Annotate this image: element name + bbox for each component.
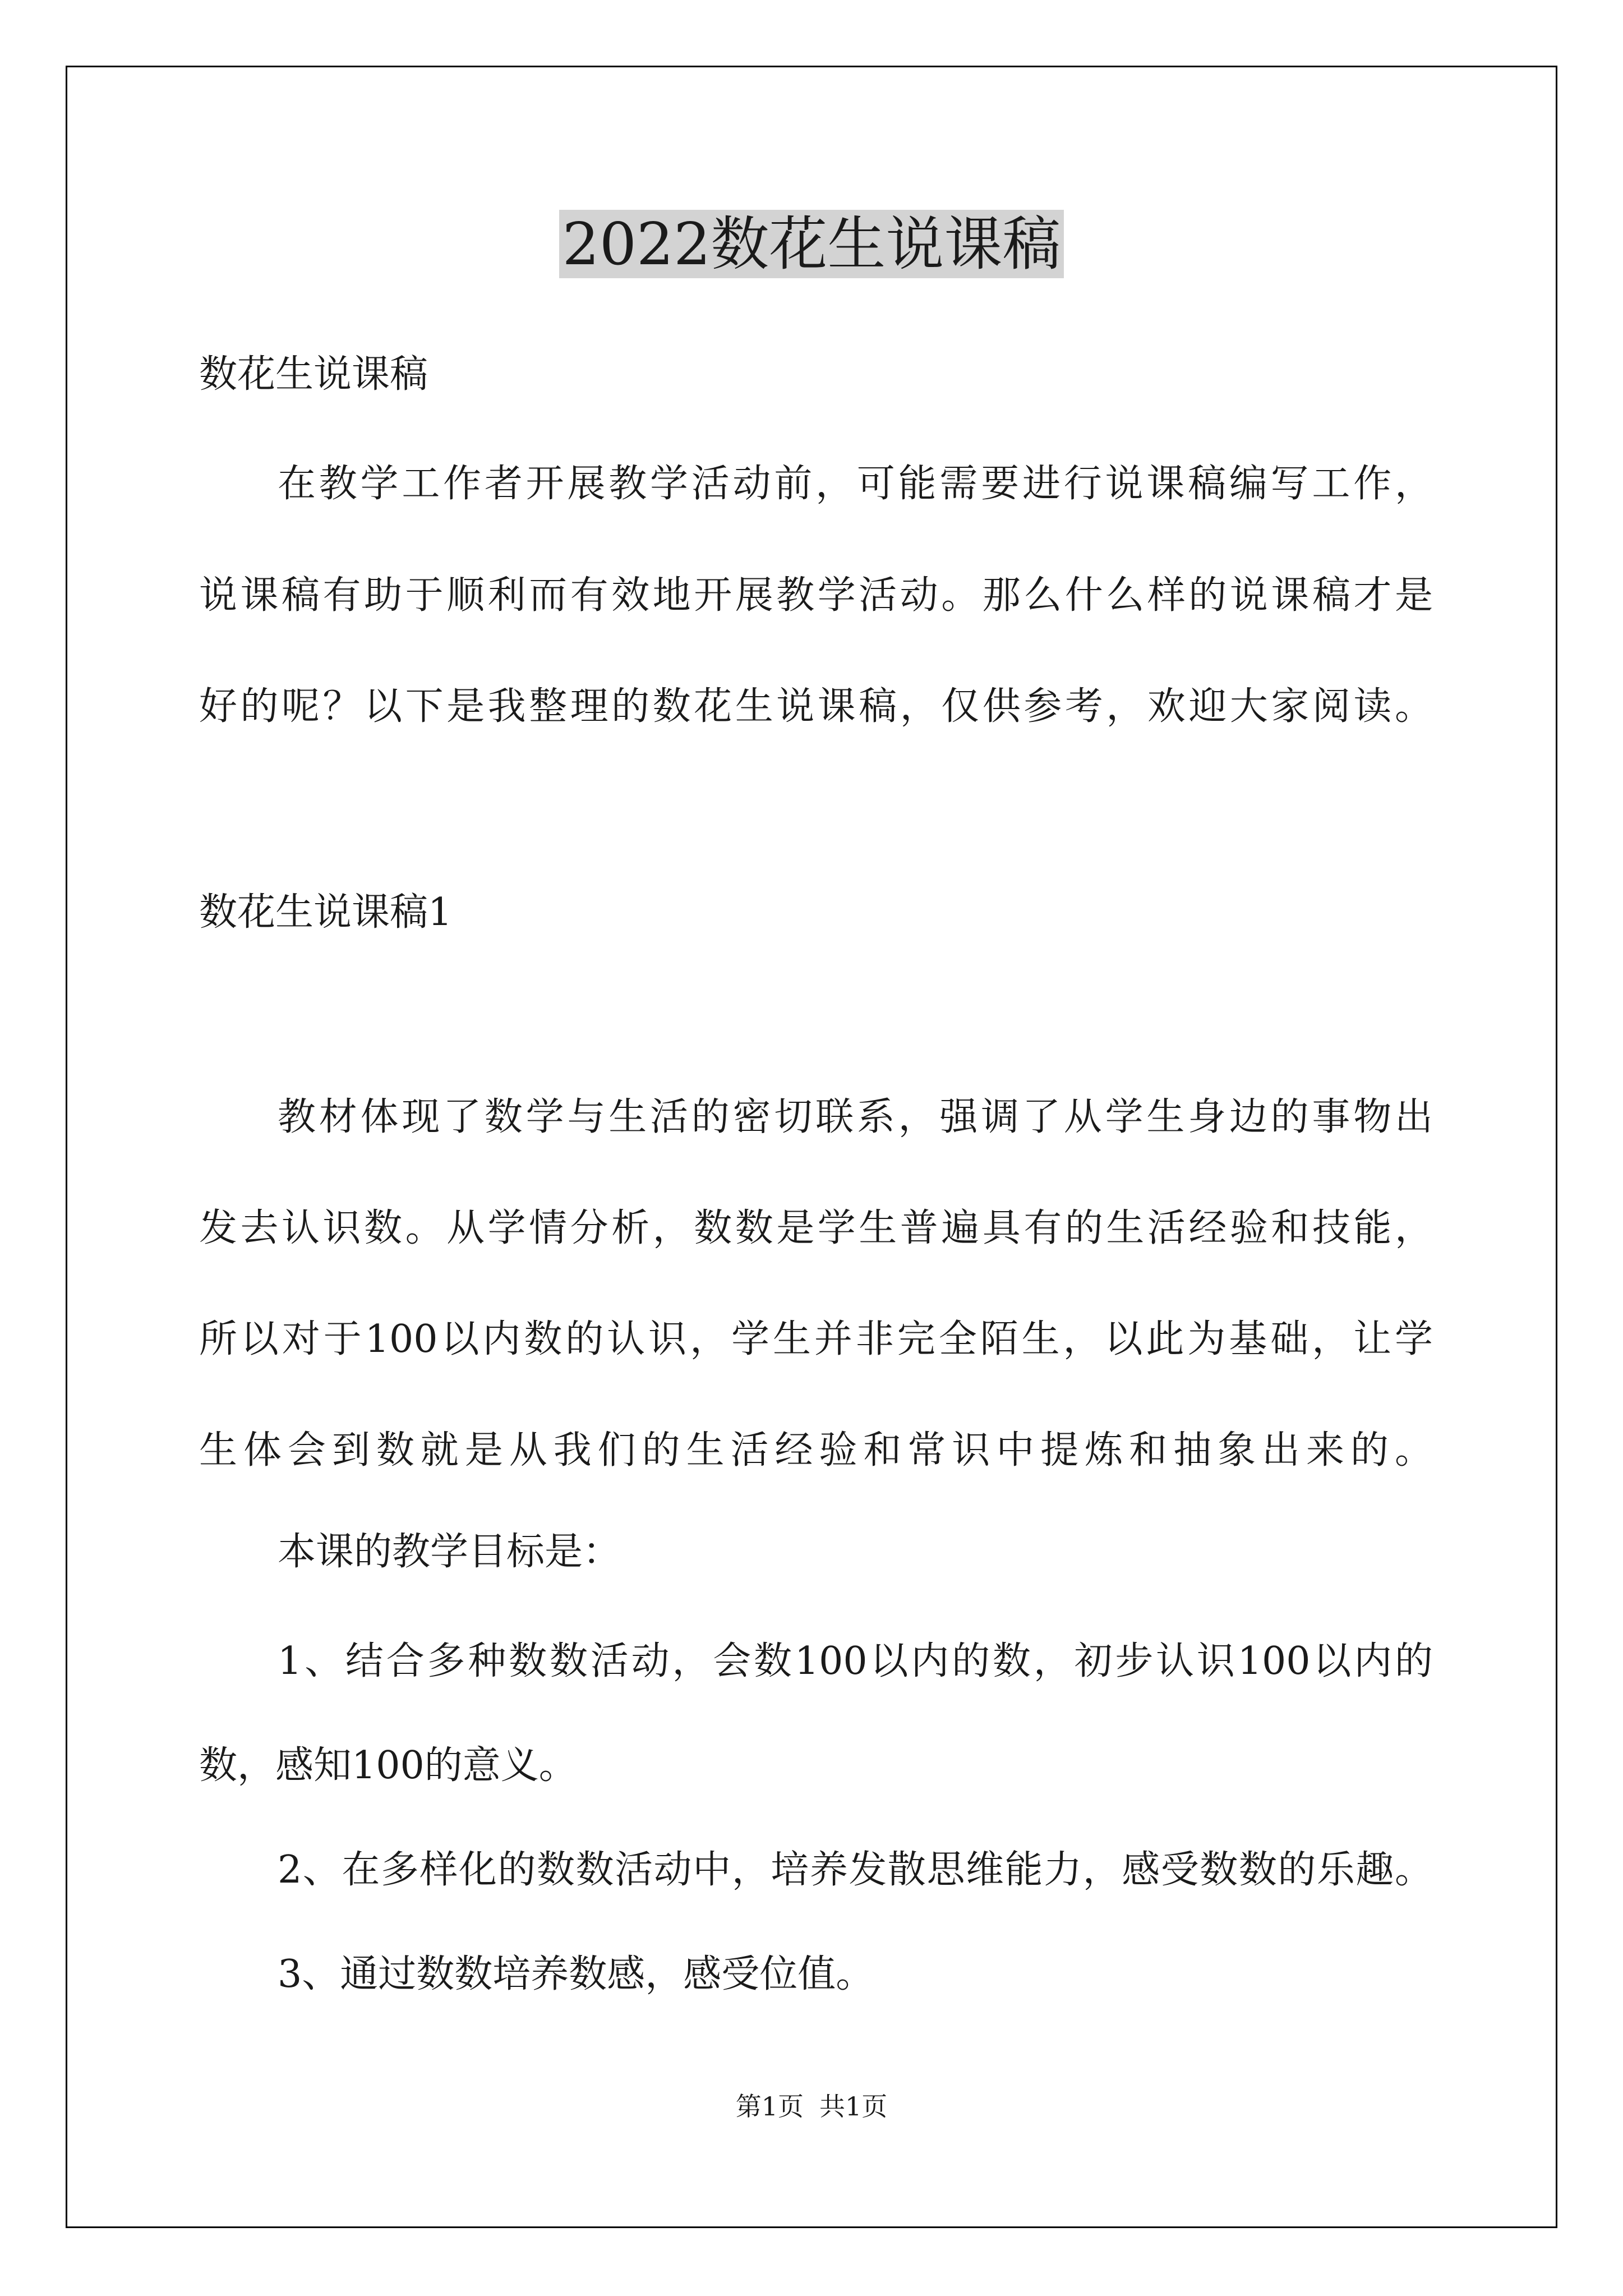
- page-number: 第1页: [735, 2091, 804, 2122]
- list-item: 1、结合多种数数活动，会数100以内的数，初步认识100以内的: [278, 1639, 1433, 1683]
- paragraph-line: 在教学工作者开展教学活动前，可能需要进行说课稿编写工作，: [278, 462, 1433, 506]
- list-item: 3、通过数数培养数感，感受位值。: [278, 1952, 874, 1996]
- list-item: 2、在多样化的数数活动中，培养发散思维能力，感受数数的乐趣。: [278, 1848, 1433, 1892]
- paragraph-line: 所以对于100以内数的认识，学生并非完全陌生，以此为基础，让学: [199, 1317, 1433, 1361]
- paragraph-line: 说课稿有助于顺利而有效地开展教学活动。那么什么样的说课稿才是: [199, 573, 1433, 618]
- document-title: [0, 202, 1623, 286]
- paragraph-line: 好的呢？以下是我整理的数花生说课稿，仅供参考，欢迎大家阅读。: [199, 684, 1433, 729]
- paragraph-line: 教材体现了数学与生活的密切联系，强调了从学生身边的事物出: [278, 1095, 1433, 1139]
- paragraph-line: 发去认识数。从学情分析，数数是学生普遍具有的生活经验和技能，: [199, 1206, 1433, 1250]
- page-total: 共1页: [819, 2091, 888, 2122]
- paragraph-line: 本课的教学目标是：: [278, 1530, 621, 1574]
- paragraph-line: 生体会到数就是从我们的生活经验和常识中提炼和抽象出来的。: [199, 1428, 1433, 1473]
- title-text: 2022数花生说课稿: [559, 210, 1064, 278]
- page-footer: [0, 2090, 1623, 2123]
- subtitle-line: 数花生说课稿: [199, 352, 428, 397]
- list-item-continuation: 数，感知100的意义。: [199, 1743, 577, 1788]
- section-heading: 数花生说课稿1: [199, 890, 453, 935]
